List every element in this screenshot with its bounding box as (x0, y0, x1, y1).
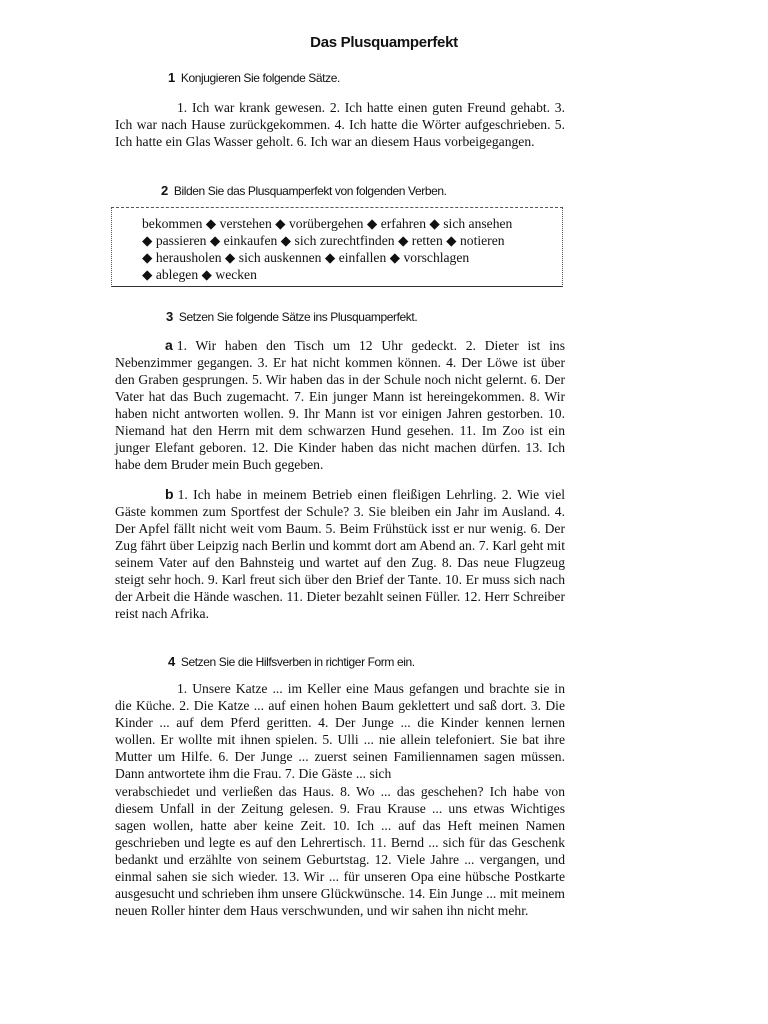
exercise-3-heading (166, 309, 417, 324)
exercise-4-text-part2: verabschiedet und verließen das Haus. 8. Wo ... das geschehen? Ich habe von diesem Unfall in der Zeitung gelesen. 9. Frau Krause ... uns etwas Wichtiges sagen wollen, hatte aber keine Zeit. 10. Ich ... auf das Heft meinen Namen geschrieben und legte es auf den Lehrertisch. 11. Bernd ... sich für das Geschenk bedankt und erzählte von seinem Geburtstag. 12. Viele Jahre ... vergangen, und einmal sahen sie sich wieder. 13. Wir ... für unseren Opa eine hübsche Postkarte ausgesucht und schrieben ihm unsere Glückwünsche. 14. Ein Junge ... mit meinem neuen Roller hinter dem Haus verschwunden, und wir sahen ihn nicht mehr. (115, 784, 566, 918)
exercise-4-number: 4 (168, 654, 175, 669)
exercise-3b-label: b (165, 486, 174, 502)
exercise-4-text-part1: 1. Unsere Katze ... im Keller eine Maus gefangen und brachte sie in die Küche. 2. Die Katze ... auf einen hohen Baum geklettert und saß dort. 3. Die Kinder ... auf dem Pferd geritten. 4. Der Junge ... die Kinder kennen lernen wollen. Er wollte mit ihnen spielen. 5. Ulli ... nie allein telefoniert. Sie bat ihre Mutter um Hilfe. 6. Der Junge ... zuerst seinen Familiennamen sagen müssen. Dann antwortete ihm die Frau. 7. Die Gäste ... sich (115, 681, 565, 781)
exercise-1-heading (168, 70, 340, 85)
exercise-2-heading (161, 183, 447, 198)
exercise-3-number: 3 (166, 309, 173, 324)
verb-list-line: ◆ herausholen ◆ sich auskennen ◆ einfallen ◆ vorschlagen (142, 250, 470, 265)
verb-list-line: ◆ passieren ◆ einkaufen ◆ sich zurechtfinden ◆ retten ◆ notieren (142, 233, 505, 248)
exercise-3-instruction: Setzen Sie folgende Sätze ins Plusquamperfekt. (178, 310, 418, 324)
exercise-1-number: 1 (168, 70, 175, 85)
exercise-4-instruction: Setzen Sie die Hilfsverben in richtiger Form ein. (180, 655, 415, 669)
exercise-3b-text: 1. Ich habe in meinem Betrieb einen fleißigen Lehrling. 2. Wie viel Gäste kommen zum Sportfest der Schule? 3. Sie bleiben ein Jahr im Ausland. 4. Der Apfel fällt nicht weit vom Baum. 5. Beim Frühstück isst er nur wenig. 6. Der Zug fährt über Leipzig nach Berlin und kommt dort am Abend an. 7. Karl geht mit seinem Vater auf den Bahnsteig und wartet auf den Zug. 8. Das neue Flugzeug steigt sehr hoch. 9. Karl freut sich über den Brief der Tante. 10. Er muss sich nach der Arbeit die Hände waschen. 11. Dieter bezahlt seinen Füller. 12. Herr Schreiber reist nach Afrika. (115, 487, 565, 621)
page-title: Das Plusquamperfekt (310, 34, 458, 51)
exercise-4-heading (168, 654, 415, 669)
exercise-1-text: 1. Ich war krank gewesen. 2. Ich hatte einen guten Freund gehabt. 3. Ich war nach Hause zurückgekommen. 4. Ich hatte die Wörter aufgeschrieben. 5. Ich hatte ein Glas Wasser geholt. 6. Ich war an diesem Haus vorbeigegangen. (115, 100, 565, 149)
verb-list-box (111, 207, 563, 287)
verb-list-line: ◆ ablegen ◆ wecken (142, 267, 257, 282)
exercise-3b-paragraph (115, 486, 565, 622)
exercise-2-instruction: Bilden Sie das Plusquamperfekt von folgenden Verben. (173, 184, 447, 198)
verb-list-line: bekommen ◆ verstehen ◆ vorübergehen ◆ erfahren ◆ sich ansehen (142, 216, 513, 231)
exercise-1-instruction: Konjugieren Sie folgende Sätze. (180, 71, 340, 85)
exercise-3a-text: 1. Wir haben den Tisch um 12 Uhr gedeckt. 2. Dieter ist ins Nebenzimmer gegangen. 3. Er hat nicht kommen können. 4. Der Löwe ist über den Graben gesprungen. 5. Wir haben das in der Schule noch nicht gelernt. 6. Der Vater hat das Buch zugemacht. 7. Ein junger Mann ist hereingekommen. 8. Wir haben nicht antworten wollen. 9. Ihr Mann ist vor einigen Jahren gestorben. 10. Niemand hat den Herrn mit dem schwarzen Hund gesehen. 11. Im Zoo ist ein junger Elefant geboren. 12. Die Kinder haben das nicht machen dürfen. 13. Ich habe dem Bruder mein Buch gegeben. (115, 338, 565, 472)
exercise-3a-paragraph (115, 337, 565, 473)
exercise-2-number: 2 (161, 183, 168, 198)
exercise-3a-label: a (165, 337, 173, 353)
